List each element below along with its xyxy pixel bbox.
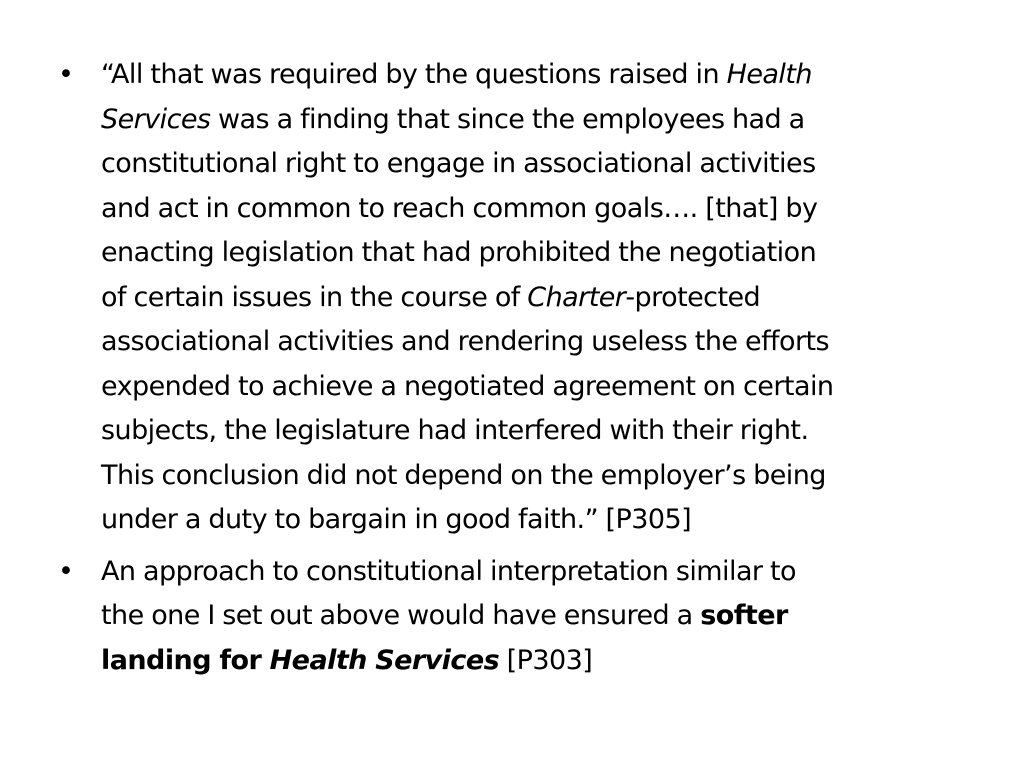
text-run: was a finding that since the employees had a	[210, 103, 805, 135]
bullet-marker: •	[58, 59, 74, 90]
text-run: the one I set out above would have ensured a	[101, 600, 701, 631]
text-run: of certain issues in the course of	[101, 281, 528, 313]
bullet-item-approach	[58, 550, 958, 684]
text-line	[101, 594, 958, 639]
text-run: “All that was required by the questions raised in	[101, 59, 727, 90]
text-line	[101, 53, 958, 98]
text-run: -protected	[625, 281, 761, 313]
text-line	[101, 276, 958, 321]
text-line: enacting legislation that had prohibited the negotiation	[101, 237, 817, 268]
text-line	[101, 639, 958, 684]
text-line: This conclusion did not depend on the employer’s being	[101, 459, 826, 491]
text-line: and act in common to reach common goals…. [that] by	[101, 192, 818, 224]
bullet-list	[58, 53, 958, 683]
bold-phrase: softer	[700, 600, 788, 631]
case-name-bold-italic: Health Services	[269, 644, 500, 676]
charter-italic: Charter	[527, 281, 626, 313]
bullet-item-quote	[58, 53, 958, 543]
text-line: associational activities and rendering useless the efforts	[101, 326, 830, 357]
text-run: [P303]	[499, 644, 593, 676]
bold-phrase: landing for	[101, 644, 270, 676]
text-line	[101, 98, 958, 143]
text-line: constitutional right to engage in associational activities	[101, 148, 816, 179]
case-name-italic: Services	[101, 103, 211, 135]
bullet-marker: •	[58, 555, 74, 587]
text-line: under a duty to bargain in good faith.” [P305]	[101, 504, 692, 535]
case-name-italic: Health	[726, 59, 812, 90]
text-line: subjects, the legislature had interfered with their right.	[101, 415, 809, 446]
text-line: An approach to constitutional interpretation similar to	[101, 555, 797, 587]
text-line: expended to achieve a negotiated agreement on certain	[101, 370, 834, 402]
